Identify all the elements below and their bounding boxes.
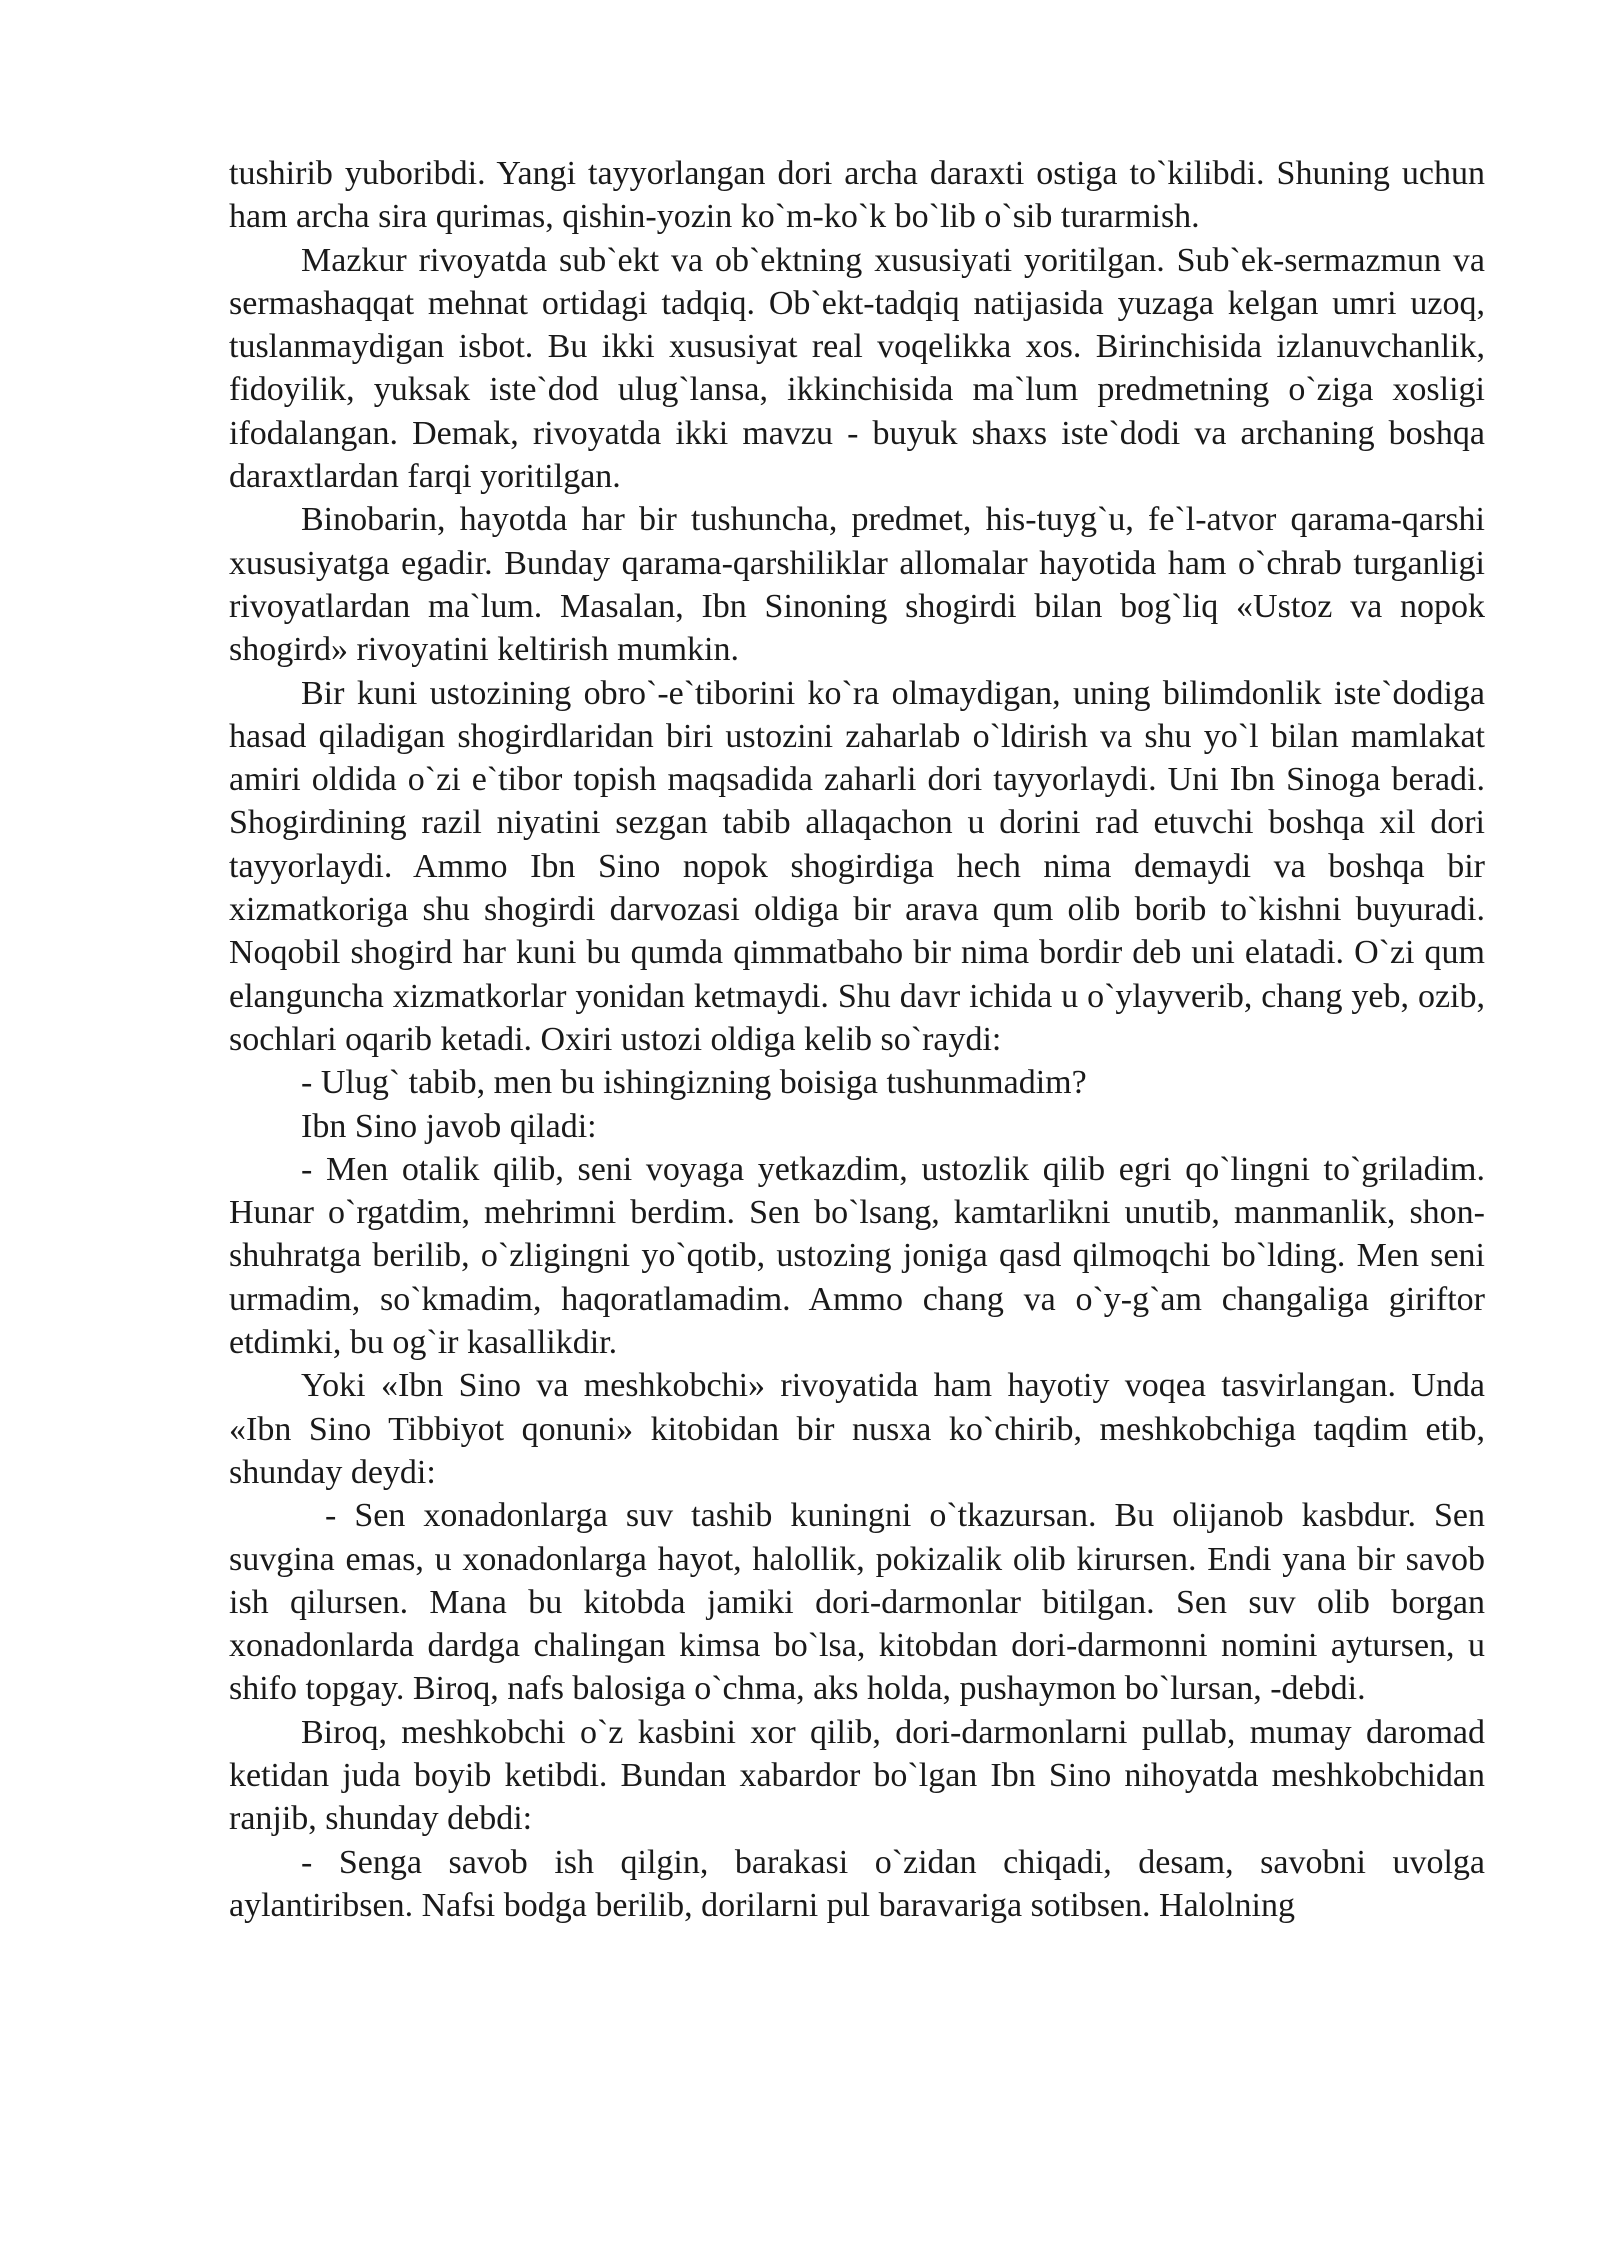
- paragraph: Binobarin, hayotda har bir tushuncha, predmet, his-tuyg`u, fe`l-atvor qarama-qarshi xususiyatga egadir. Bunday qarama-qarshiliklar allomalar hayotida ham o`chrab turganligi rivoyatlardan ma`lum. Masalan, Ibn Sinoning shogirdi bilan bog`liq «Ustoz va nopok shogird» rivoyatini keltirish mumkin.: [229, 501, 1485, 669]
- paragraph: Mazkur rivoyatda sub`ekt va ob`ektning xususiyati yoritilgan. Sub`ek-sermazmun va sermashaqqat mehnat ortidagi tadqiq. Ob`ekt-tadqiq natijasida yuzaga kelgan umri uzoq, tuslanmaydigan isbot. Bu ikki xususiyat real voqelikka xos. Birinchisida izlanuvchanlik, fidoyilik, yuksak iste`dod ulug`lansa, ikkinchisida ma`lum predmetning o`ziga xosligi ifodalangan. Demak, rivoyatda ikki mavzu - buyuk shaxs iste`dodi va archaning boshqa daraxtlardan farqi yoritilgan.: [229, 241, 1485, 496]
- dialogue-line: - Sen xonadonlarga suv tashib kuningni o`tkazursan. Bu olijanob kasbdur. Sen suvgina emas, u xonadonlarga hayot, halollik, pokizalik olib kirursen. Endi yana bir savob ish qilursen. Mana bu kitobda jamiki dori-darmonlar bitilgan. Sen suv olib borgan xonadonlarda dardga chalingan kimsa bo`lsa, kitobdan dori-darmonni nomini aytursen, u shifo topgay. Biroq, nafs balosiga o`chma, aks holda, pushaymon bo`lursan, -debdi.: [229, 1497, 1485, 1708]
- dialogue-line: - Ulug` tabib, men bu ishingizning boisiga tushunmadim?: [301, 1064, 1087, 1102]
- paragraph: tushirib yuboribdi. Yangi tayyorlangan dori archa daraxti ostiga to`kilibdi. Shuning uchun ham archa sira qurimas, qishin-yozin ko`m-ko`k bo`lib o`sib turarmish.: [229, 155, 1485, 236]
- document-page: [229, 152, 1485, 1927]
- paragraph: Biroq, meshkobchi o`z kasbini xor qilib, dori-darmonlarni pullab, mumay daromad ketidan juda boyib ketibdi. Bundan xabardor bo`lgan Ibn Sino nihoyatda meshkobchidan ranjib, shunday debdi:: [229, 1713, 1485, 1838]
- dialogue-line: - Men otalik qilib, seni voyaga yetkazdim, ustozlik qilib egri qo`lingni to`griladim. Hunar o`rgatdim, mehrimni berdim. Sen bo`lsang, kamtarlikni unutib, manmanlik, shon-shuhratga berilib, o`zligingni yo`qotib, ustozing joniga qasd qilmoqchi bo`lding. Men seni urmadim, so`kmadim, haqoratlamadim. Ammo chang va o`y-g`am changaliga giriftor etdimki, bu og`ir kasallikdir.: [229, 1150, 1485, 1362]
- paragraph: Ibn Sino javob qiladi:: [301, 1107, 597, 1145]
- dialogue-line: - Senga savob ish qilgin, barakasi o`zidan chiqadi, desam, savobni uvolga aylantiribsen. Nafsi bodga berilib, dorilarni pul baravariga sotibsen. Halolning: [229, 1843, 1485, 1924]
- paragraph: Yoki «Ibn Sino va meshkobchi» rivoyatida ham hayotiy voqea tasvirlangan. Unda «Ibn Sino Tibbiyot qonuni» kitobidan bir nusxa ko`chirib, meshkobchiga taqdim etib, shunday deydi:: [229, 1367, 1485, 1491]
- paragraph: Bir kuni ustozining obro`-e`tiborini ko`ra olmaydigan, uning bilimdonlik iste`dodiga hasad qiladigan shogirdlaridan biri ustozini zaharlab o`ldirish va shu yo`l bilan mamlakat amiri oldida o`zi e`tibor topish maqsadida zaharli dori tayyorlaydi. Uni Ibn Sinoga beradi. Shogirdining razil niyatini sezgan tabib allaqachon u dorini rad etuvchi boshqa xil dori tayyorlaydi. Ammo Ibn Sino nopok shogirdiga hech nima demaydi va boshqa bir xizmatkoriga shu shogirdi darvozasi oldiga bir arava qum olib borib to`kishni buyuradi. Noqobil shogird har kuni bu qumda qimmatbaho bir nima bordir deb uni elatadi. O`zi qum elanguncha xizmatkorlar yonidan ketmaydi. Shu davr ichida u o`ylayverib, chang yeb, ozib, sochlari oqarib ketadi. Oxiri ustozi oldiga kelib so`raydi:: [229, 674, 1485, 1058]
